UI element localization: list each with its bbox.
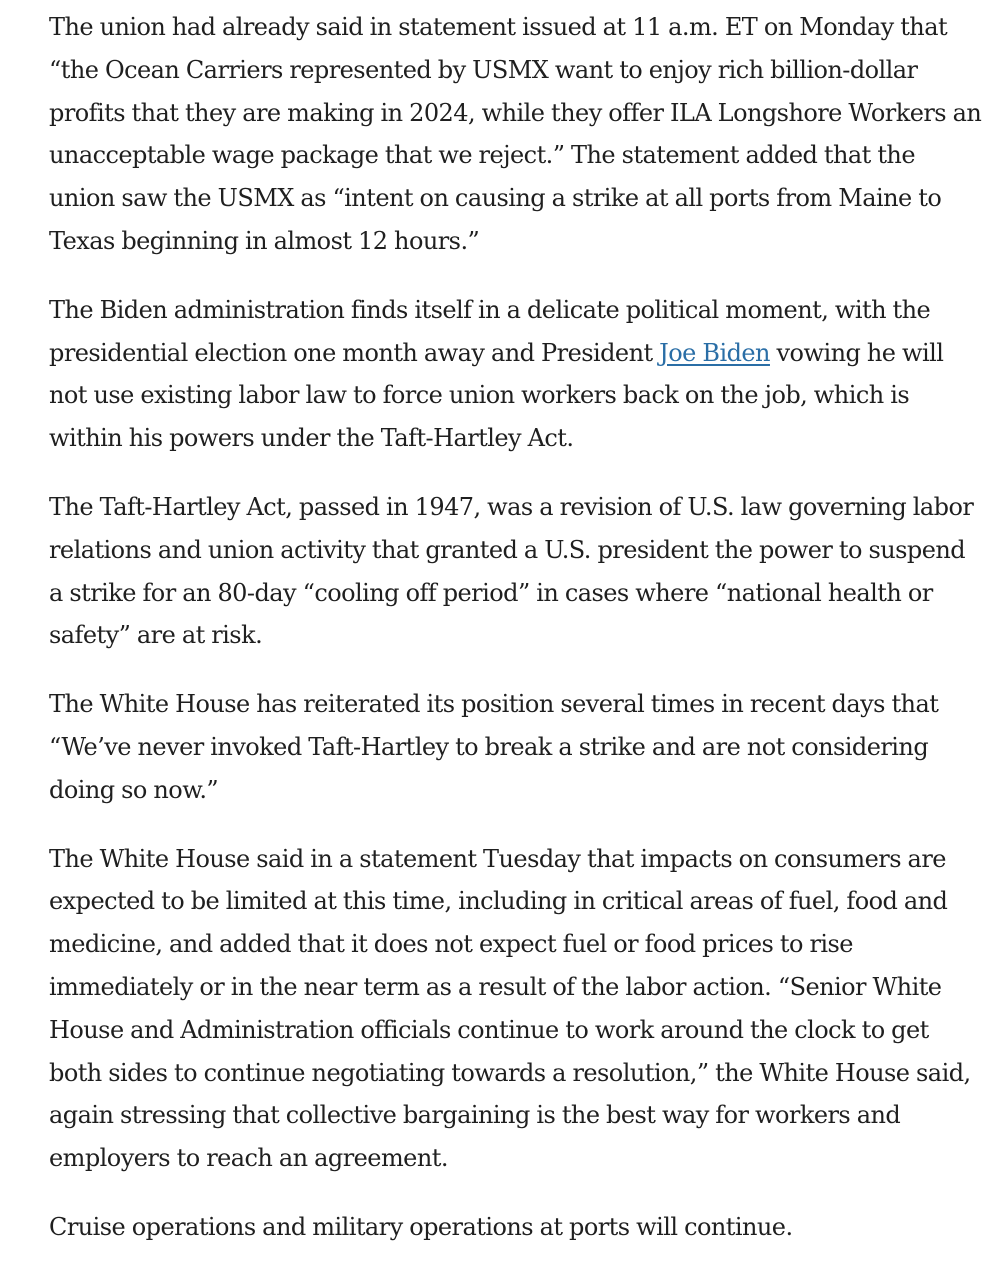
paragraph-text-before-link: The Biden administration finds itself in a delicate political moment, with the presidential election one month away and President xyxy=(49,295,931,367)
article-body xyxy=(49,6,984,1275)
paragraph-cruise-operations: Cruise operations and military operations at ports will continue. xyxy=(49,1212,793,1241)
paragraph-white-house-position: The White House has reiterated its position several times in recent days that “We’ve never invoked Taft-Hartley to break a strike and are not considering doing so now.” xyxy=(49,690,939,804)
paragraph-text-after-link: vowing he will not use existing labor law to force union workers back on the job, which is within his powers under the Taft-Hartley Act. xyxy=(49,338,944,453)
paragraph-taft-hartley-act: The Taft-Hartley Act, passed in 1947, was a revision of U.S. law governing labor relations and union activity that granted a U.S. president the power to suspend a strike for an 80-day “cooling off period” in cases where “national health or safety” are at risk. xyxy=(49,492,974,650)
paragraph-white-house-statement: The White House said in a statement Tuesday that impacts on consumers are expected to be limited at this time, including in critical areas of fuel, food and medicine, and added that it does not expect fuel or food prices to rise immediately or in the near term as a result of the labor action. “Senior White House and Administration officials continue to work around the clock to get both sides to continue negotiating towards a resolution,” the White House said, again stressing that collective bargaining is the best way for workers and employers to reach an agreement. xyxy=(49,844,971,1173)
joe-biden-link[interactable]: Joe Biden xyxy=(659,338,770,367)
paragraph-biden-administration xyxy=(49,289,984,460)
paragraph-union-statement: The union had already said in statement issued at 11 a.m. ET on Monday that “the Ocean Carriers represented by USMX want to enjoy rich billion-dollar profits that they are making in 2024, while they offer ILA Longshore Workers an unacceptable wage package that we reject.” The statement added that the union saw the USMX as “intent on causing a strike at all ports from Maine to Texas beginning in almost 12 hours.” xyxy=(49,13,982,255)
